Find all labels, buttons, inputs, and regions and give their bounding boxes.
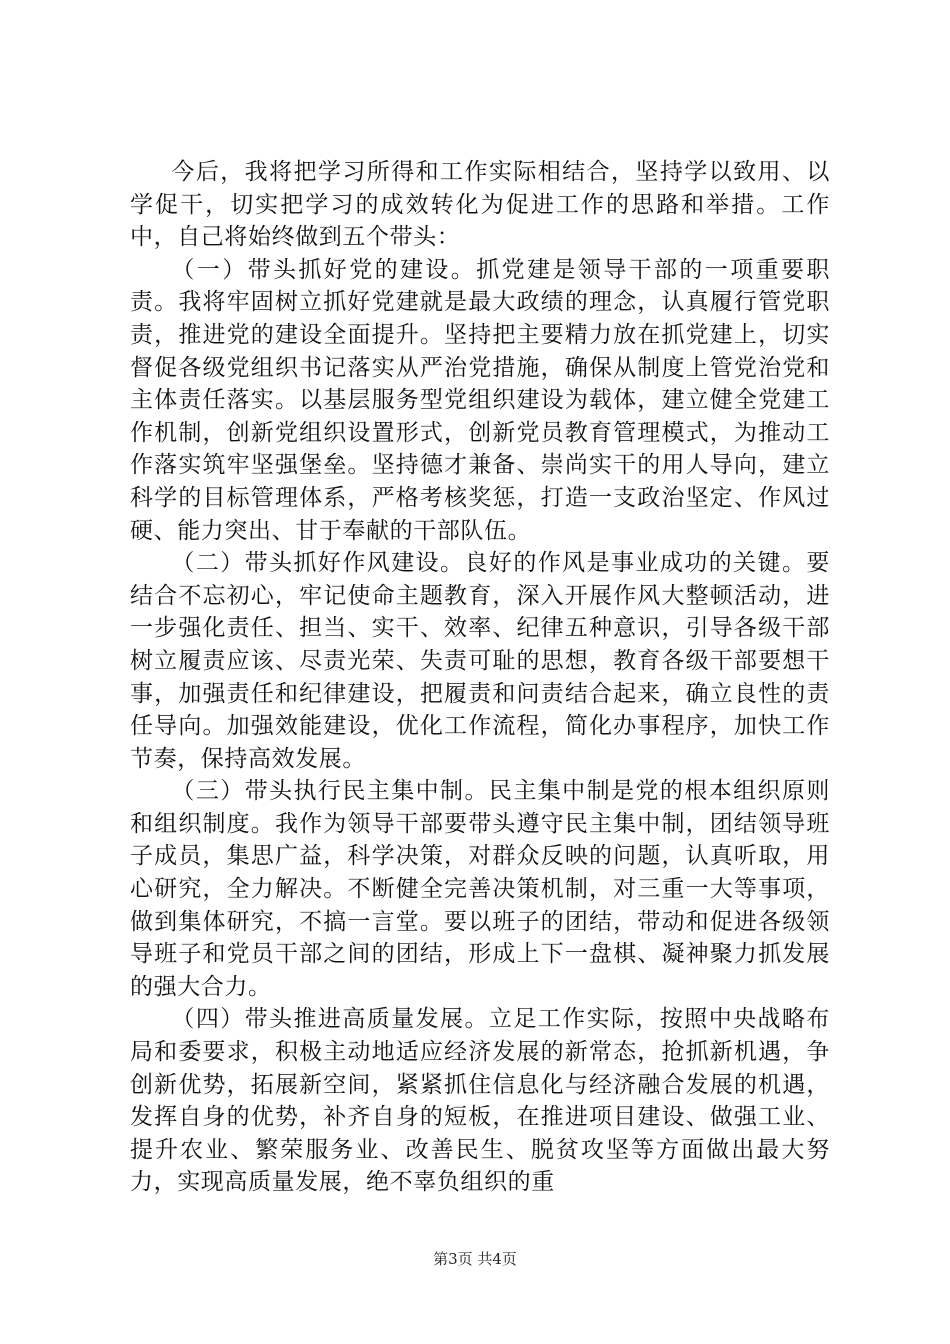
paragraph-work-style: （二）带头抓好作风建设。良好的作风是事业成功的关键。要结合不忘初心，牢记使命主题教育，深入开展作风大整顿活动，进一步强化责任、担当、实干、效率、纪律五种意识，引导各级干部树立履责应该、尽责光荣、失责可耻的思想，教育各级干部要想干事，加强责任和纪律建设，把履责和问责结合起来，确立良性的责任导向。加强效能建设，优化工作流程，简化办事程序，加快工作节奏，保持高效发展。 bbox=[130, 550, 830, 772]
paragraph-democratic-centralism: （三）带头执行民主集中制。民主集中制是党的根本组织原则和组织制度。我作为领导干部要带头遵守民主集中制，团结领导班子成员，集思广益，科学决策，对群众反映的问题，认真听取，用心研究，全力解决。不断健全完善决策机制，对三重一大等事项，做到集体研究，不搞一言堂。要以班子的团结，带动和促进各级领导班子和党员干部之间的团结，形成上下一盘棋、凝神聚力抓发展的强大合力。 bbox=[130, 778, 830, 1000]
page-number-footer: 第3页 共4页 bbox=[433, 1250, 517, 1268]
paragraph-high-quality-development: （四）带头推进高质量发展。立足工作实际，按照中央战略布局和委要求，积极主动地适应经济发展的新常态，抢抓新机遇，争创新优势，拓展新空间，紧紧抓住信息化与经济融合发展的机遇，发挥自身的优势，补齐自身的短板，在推进项目建设、做强工业、提升农业、繁荣服务业、改善民生、脱贫攻坚等方面做出最大努力，实现高质量发展，绝不辜负组织的重 bbox=[130, 1006, 830, 1196]
document-body bbox=[130, 156, 830, 1199]
paragraph-party-building: （一）带头抓好党的建设。抓党建是领导干部的一项重要职责。我将牢固树立抓好党建就是最大政绩的理念，认真履行管党职责，推进党的建设全面提升。坚持把主要精力放在抓党建上，切实督促各级党组织书记落实从严治党措施，确保从制度上管党治党和主体责任落实。以基层服务型党组织建设为载体，建立健全党建工作机制，创新党组织设置形式，创新党员教育管理模式，为推动工作落实筑牢坚强堡垒。坚持德才兼备、崇尚实干的用人导向，建立科学的目标管理体系，严格考核奖惩，打造一支政治坚定、作风过硬、能力突出、甘于奉献的干部队伍。 bbox=[130, 256, 830, 544]
paragraph-intro: 今后，我将把学习所得和工作实际相结合，坚持学以致用、以学促干，切实把学习的成效转化为促进工作的思路和举措。工作中，自己将始终做到五个带头： bbox=[130, 159, 830, 251]
